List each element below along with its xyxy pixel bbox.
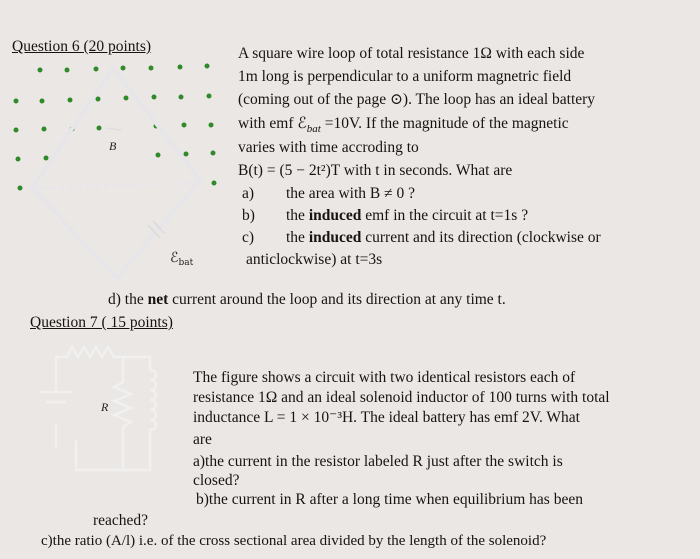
q6-line-5: varies with time accroding to: [238, 139, 419, 156]
q6-item-d: d) the net current around the loop and its direction at any time t.: [108, 291, 506, 308]
q7-item-a: a)the current in the resistor labeled R just after the switch is: [193, 453, 563, 470]
q7-item-a-continued: closed?: [193, 472, 240, 489]
q7-item-c: c)the ratio (A/l) i.e. of the cross sectional area divided by the length of the solenoid?: [41, 533, 547, 549]
battery-emf-label: ℰ$_{bat}$: [170, 250, 194, 268]
top-resistor: [56, 347, 123, 357]
circuit-wires: [41, 347, 156, 470]
resistor-r-label: R: [101, 400, 109, 414]
question-6-heading: Question 6 (20 points): [12, 38, 152, 55]
q6-line-1: A square wire loop of total resistance 1Ω with each side: [238, 45, 585, 62]
q6-line-3: (coming out of the page ⊙). The loop has an ideal battery: [238, 91, 596, 108]
q6-item-a-label: a): [242, 185, 255, 202]
q6-item-b: the induced emf in the circuit at t=1s ?: [286, 207, 529, 224]
q6-item-a: the area with B ≠ 0 ?: [286, 185, 416, 202]
switch: [76, 441, 123, 470]
q6-line-4: with emf ℰ$_{bat}$ =10V. If the magnitude of the magnetic: [238, 115, 569, 136]
field-b-label: B: [109, 139, 117, 153]
q7-line-4: are: [193, 431, 212, 448]
q7-item-b: b)the current in R after a long time when equilibrium has been: [196, 491, 583, 508]
question-7-heading: Question 7 ( 15 points): [30, 314, 173, 331]
q6-item-c-label: c): [242, 229, 255, 246]
resistor-r: [114, 357, 131, 470]
solenoid-inductor: [150, 370, 156, 470]
q6-line-2: 1m long is perpendicular to a uniform magnetric field: [238, 68, 572, 85]
q7-line-1: The figure shows a circuit with two identical resistors each of: [193, 369, 576, 386]
q6-item-c-continued: anticlockwise) at t=3s: [246, 251, 383, 268]
q7-item-b-continued: reached?: [93, 512, 149, 529]
q6-item-b-label: b): [242, 207, 255, 224]
q6-line-6: B(t) = (5 − 2t²)T with t in seconds. What are: [238, 162, 513, 179]
q7-line-2: resistance 1Ω and an ideal solenoid inductor of 100 turns with total: [193, 389, 610, 406]
q6-item-c: the induced current and its direction (clockwise or: [286, 229, 601, 246]
q7-line-3: inductance L = 1 × 10⁻³H. The ideal battery has emf 2V. What: [193, 409, 580, 426]
